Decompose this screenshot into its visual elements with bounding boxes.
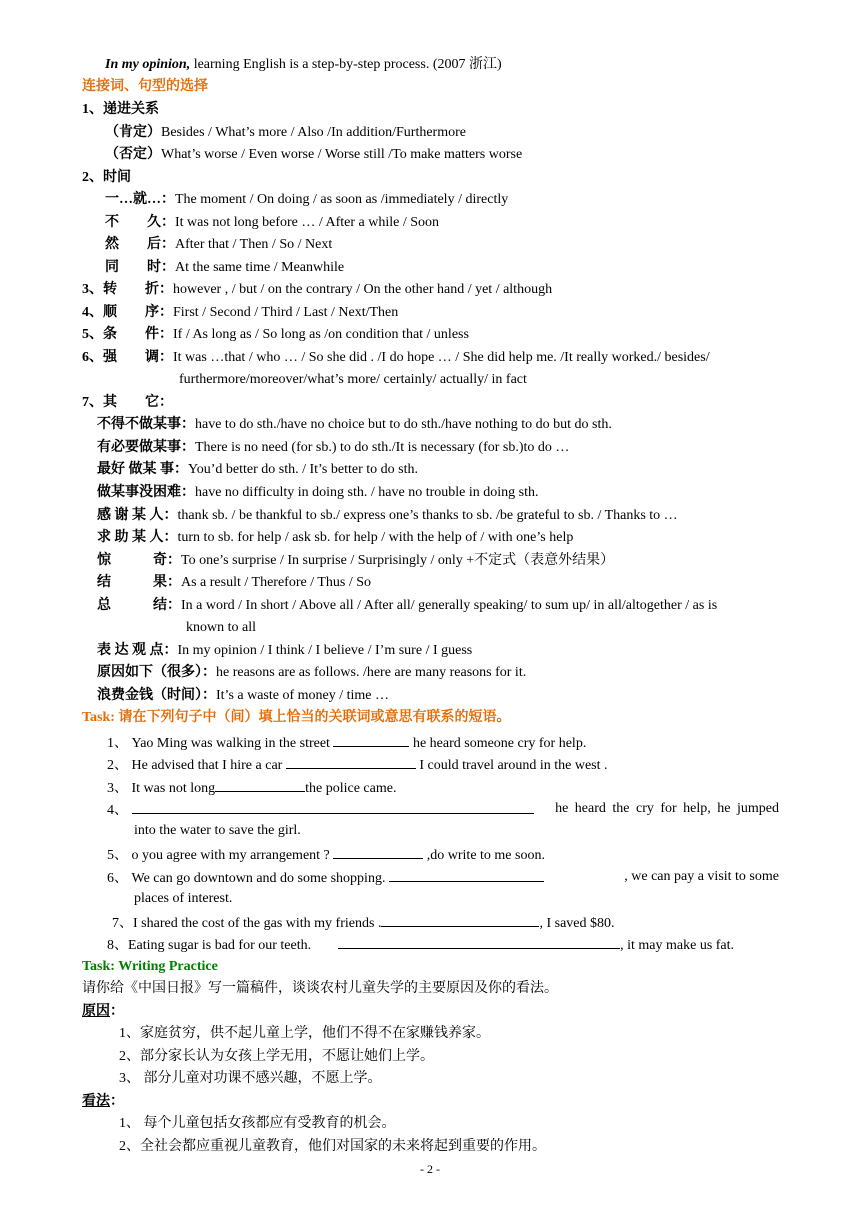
s7-row-12-text: It’s a waste of money / time … bbox=[216, 688, 390, 703]
reason-item: 3、 部分儿童对功课不感兴趣，不愿上学。 bbox=[119, 1071, 382, 1086]
s7-title: 7、其 它： bbox=[82, 395, 173, 410]
q6-text-after: , we can pay a visit to some bbox=[624, 869, 779, 884]
s4-label: 4、顺 序： bbox=[82, 305, 173, 320]
s7-row-3 bbox=[97, 461, 418, 479]
s1-negative bbox=[105, 146, 522, 164]
s7-row-4-text: have no difficulty in doing sth. / have no trouble in doing sth. bbox=[195, 485, 539, 500]
s7-row-5-label: 感 谢 某 人： bbox=[97, 508, 178, 523]
q8-blank[interactable] bbox=[338, 935, 620, 949]
task2-title: Task: Writing Practice bbox=[82, 959, 218, 974]
reason-item: 1、家庭贫穷，供不起儿童上学，他们不得不在家赚钱养家。 bbox=[119, 1026, 490, 1041]
reason-item: 2、部分家长认为女孩上学无用，不愿让她们上学。 bbox=[119, 1049, 434, 1064]
s7-row-12-label: 浪费金钱（时间）： bbox=[97, 688, 216, 703]
q1-text-after: he heard someone cry for help. bbox=[412, 736, 587, 751]
q7-text-after: , I saved $80. bbox=[539, 916, 615, 931]
s6-text-2: furthermore/moreover/what’s more/ certainly/ actually/ in fact bbox=[179, 372, 527, 387]
q5-text-before: o you agree with my arrangement ? bbox=[131, 848, 330, 863]
s7-row-9-text-2: known to all bbox=[186, 620, 256, 635]
s7-row-1 bbox=[97, 416, 612, 434]
s7-row-8 bbox=[97, 574, 371, 592]
q2-number: 2、 bbox=[107, 758, 128, 773]
task1-q7 bbox=[112, 913, 615, 933]
reasons-colon: ： bbox=[110, 1004, 124, 1019]
s5-text: If / As long as / So long as /on condition that / unless bbox=[173, 327, 469, 342]
task1-q2 bbox=[107, 755, 608, 775]
opening-italic: In my opinion, bbox=[105, 57, 191, 72]
s7-row-2-text: There is no need (for sb.) to do sth./It is necessary (for sb.)to do … bbox=[195, 440, 570, 455]
opening-rest: learning English is a step-by-step process. (2007 浙江) bbox=[190, 57, 502, 72]
s7-row-11 bbox=[97, 664, 526, 682]
q5-text-after: ,do write to me soon. bbox=[426, 848, 545, 863]
s1-positive-text: Besides / What’s more / Also /In addition/Furthermore bbox=[161, 125, 466, 140]
opening-sentence bbox=[105, 56, 502, 74]
s7-row-11-text: he reasons are as follows. /here are many reasons for it. bbox=[216, 665, 527, 680]
q7-text-before: 7、I shared the cost of the gas with my friends . bbox=[112, 916, 382, 931]
s1-negative-label: （否定） bbox=[105, 147, 161, 162]
q3-text-after: the police came. bbox=[305, 781, 397, 796]
s7-row-6-text: turn to sb. for help / ask sb. for help / with the help of / with one’s help bbox=[177, 530, 574, 545]
s7-row-3-label: 最好 做某 事： bbox=[97, 462, 188, 477]
q3-blank[interactable] bbox=[215, 778, 305, 792]
q6-blank[interactable] bbox=[389, 868, 544, 882]
views-heading bbox=[82, 1093, 124, 1111]
q8-text-before: 8、Eating sugar is bad for our teeth. bbox=[107, 938, 312, 953]
task1-q4 bbox=[107, 800, 779, 820]
views-colon: ： bbox=[110, 1094, 124, 1109]
q1-blank[interactable] bbox=[333, 733, 409, 747]
q3-text-before: It was not long bbox=[131, 781, 216, 796]
s7-row-5 bbox=[97, 507, 678, 525]
s1-title: 1、递进关系 bbox=[82, 102, 159, 117]
s7-row-7 bbox=[97, 552, 614, 570]
q5-blank[interactable] bbox=[333, 845, 423, 859]
q5-number: 5、 bbox=[107, 848, 128, 863]
s6-row bbox=[82, 349, 710, 367]
q4-text-after: he heard the cry for help, he jumped bbox=[555, 801, 779, 816]
q7-blank[interactable] bbox=[381, 913, 539, 927]
s3-text: however , / but / on the contrary / On the other hand / yet / although bbox=[173, 282, 553, 297]
task1-q5 bbox=[107, 845, 545, 865]
q3-number: 3、 bbox=[107, 781, 128, 796]
s3-label: 3、转 折： bbox=[82, 282, 173, 297]
q4-blank[interactable] bbox=[132, 800, 534, 814]
s2-row-4 bbox=[105, 259, 344, 277]
section-title: 连接词、句型的选择 bbox=[82, 79, 208, 94]
q4-text-continued: into the water to save the girl. bbox=[134, 823, 301, 838]
task1-q8 bbox=[107, 935, 734, 955]
s7-row-11-label: 原因如下（很多）： bbox=[97, 665, 216, 680]
task1-q3 bbox=[107, 778, 396, 798]
s7-row-10-label: 表 达 观 点： bbox=[97, 643, 178, 658]
s2-row-4-text: At the same time / Meanwhile bbox=[175, 260, 345, 275]
s2-row-2 bbox=[105, 214, 439, 232]
task1-q1 bbox=[107, 733, 586, 753]
s7-row-6-label: 求 助 某 人： bbox=[97, 530, 178, 545]
q6-text-before: We can go downtown and do some shopping. bbox=[131, 871, 386, 886]
s2-row-1-label: 一…就…： bbox=[105, 192, 175, 207]
s2-title: 2、时间 bbox=[82, 170, 131, 185]
q8-text-after: , it may make us fat. bbox=[620, 938, 735, 953]
q6-text-continued: places of interest. bbox=[134, 891, 233, 906]
s6-label: 6、强 调： bbox=[82, 350, 173, 365]
s7-row-4-label: 做某事没困难： bbox=[97, 485, 195, 500]
q1-text-before: Yao Ming was walking in the street bbox=[131, 736, 330, 751]
s7-row-9-label: 总 结： bbox=[97, 598, 181, 613]
s4-row bbox=[82, 304, 398, 322]
s7-row-7-label: 惊 奇： bbox=[97, 553, 181, 568]
s7-row-9-text-1: In a word / In short / Above all / After all/ generally speaking/ to sum up/ in all/altogether / as is bbox=[181, 598, 718, 613]
s1-positive-label: （肯定） bbox=[105, 125, 161, 140]
s7-row-2 bbox=[97, 439, 569, 457]
q2-text-before: He advised that I hire a car bbox=[131, 758, 283, 773]
s2-row-1 bbox=[105, 191, 508, 209]
q6-number: 6、 bbox=[107, 871, 128, 886]
q1-number: 1、 bbox=[107, 736, 128, 751]
s7-row-3-text: You’d better do sth. / It’s better to do sth. bbox=[188, 462, 418, 477]
views-label: 看法 bbox=[82, 1094, 110, 1109]
task2-intro: 请你给《中国日报》写一篇稿件，谈谈农村儿童失学的主要原因及你的看法。 bbox=[82, 981, 558, 996]
s7-row-4 bbox=[97, 484, 538, 502]
s7-row-9 bbox=[97, 597, 717, 615]
task1-title: Task: 请在下列句子中（间）填上恰当的关联词或意思有联系的短语。 bbox=[82, 710, 511, 725]
s7-row-8-label: 结 果： bbox=[97, 575, 181, 590]
s7-row-5-text: thank sb. / be thankful to sb./ express one’s thanks to sb. /be grateful to sb. / Thanks to … bbox=[177, 508, 678, 523]
q2-blank[interactable] bbox=[286, 755, 416, 769]
s3-row bbox=[82, 281, 552, 299]
s6-text-1: It was …that / who … / So she did . /I do hope … / She did help me. /It really worked./ besides/ bbox=[173, 350, 710, 365]
q4-number: 4、 bbox=[107, 803, 128, 818]
task1-q6 bbox=[107, 868, 779, 888]
s5-label: 5、条 件： bbox=[82, 327, 173, 342]
view-item: 2、全社会都应重视儿童教育，他们对国家的未来将起到重要的作用。 bbox=[119, 1139, 546, 1154]
s1-negative-text: What’s worse / Even worse / Worse still /To make matters worse bbox=[161, 147, 523, 162]
s2-row-3-label: 然 后： bbox=[105, 237, 175, 252]
s7-row-1-label: 不得不做某事： bbox=[97, 417, 195, 432]
s2-row-3 bbox=[105, 236, 332, 254]
s7-row-12 bbox=[97, 687, 389, 705]
view-item: 1、 每个儿童包括女孩都应有受教育的机会。 bbox=[119, 1116, 396, 1131]
s1-positive bbox=[105, 124, 466, 142]
reasons-label: 原因 bbox=[82, 1004, 110, 1019]
s5-row bbox=[82, 326, 469, 344]
s2-row-2-label: 不 久： bbox=[105, 215, 175, 230]
s2-row-1-text: The moment / On doing / as soon as /immediately / directly bbox=[175, 192, 509, 207]
s7-row-8-text: As a result / Therefore / Thus / So bbox=[181, 575, 372, 590]
s7-row-10 bbox=[97, 642, 472, 660]
s2-row-3-text: After that / Then / So / Next bbox=[175, 237, 333, 252]
s7-row-7-text: To one’s surprise / In surprise / Surprisingly / only +不定式（表意外结果） bbox=[181, 553, 615, 568]
s7-row-6 bbox=[97, 529, 573, 547]
s2-row-4-label: 同 时： bbox=[105, 260, 175, 275]
reasons-heading bbox=[82, 1003, 124, 1021]
s7-row-1-text: have to do sth./have no choice but to do sth./have nothing to do but do sth. bbox=[195, 417, 612, 432]
s2-row-2-text: It was not long before … / After a while / Soon bbox=[175, 215, 440, 230]
s7-row-10-text: In my opinion / I think / I believe / I’m sure / I guess bbox=[177, 643, 473, 658]
page-number: - 2 - bbox=[420, 1162, 440, 1176]
s4-text: First / Second / Third / Last / Next/Then bbox=[173, 305, 399, 320]
s7-row-2-label: 有必要做某事： bbox=[97, 440, 195, 455]
q2-text-after: I could travel around in the west . bbox=[419, 758, 608, 773]
